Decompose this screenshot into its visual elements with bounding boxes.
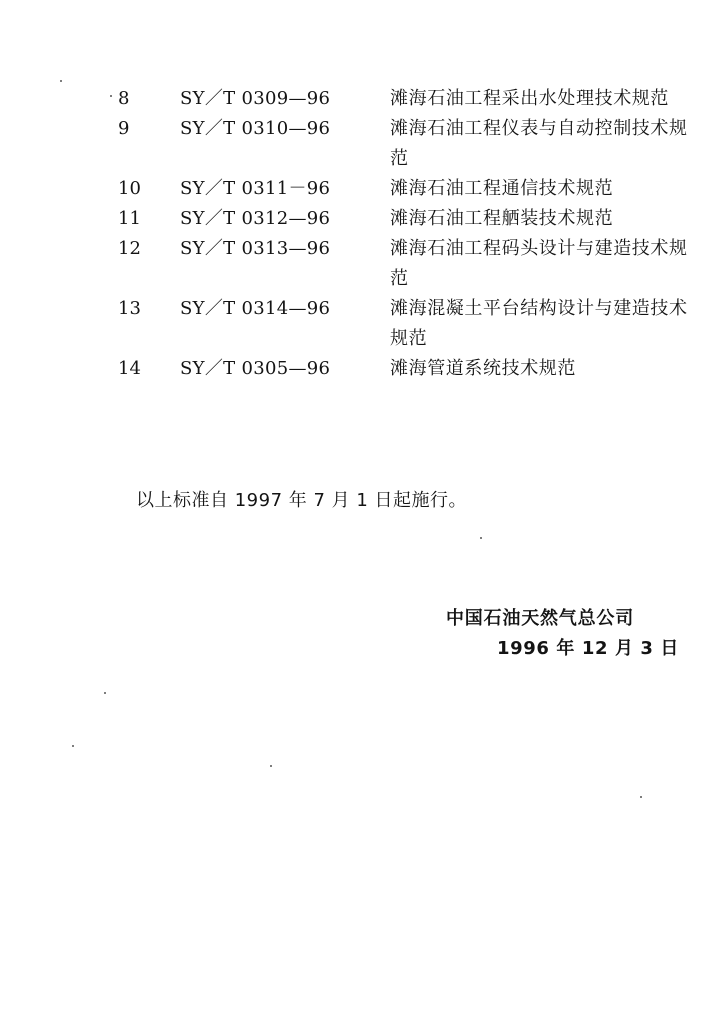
standard-number: 10 bbox=[118, 178, 141, 199]
standard-title: 滩海混凝土平台结构设计与建造技术规范 bbox=[390, 298, 688, 349]
standard-code: SY／T 0311－96 bbox=[180, 178, 331, 199]
standard-row bbox=[0, 114, 724, 174]
issuing-organization: 中国石油天然气总公司 bbox=[446, 608, 634, 629]
standard-code: SY／T 0313—96 bbox=[180, 238, 331, 259]
standard-number: 9 bbox=[118, 118, 130, 139]
standard-title: 滩海石油工程码头设计与建造技术规范 bbox=[390, 238, 688, 289]
standard-title: 滩海管道系统技术规范 bbox=[390, 358, 576, 379]
standard-number: 11 bbox=[118, 208, 141, 229]
issue-date: 1996 年 12 月 3 日 bbox=[497, 638, 680, 659]
standard-code: SY／T 0314—96 bbox=[180, 298, 331, 319]
standard-code: SY／T 0305—96 bbox=[180, 358, 331, 379]
standard-code: SY／T 0310—96 bbox=[180, 118, 331, 139]
scan-speck bbox=[60, 80, 62, 82]
standards-list bbox=[0, 84, 724, 384]
effective-date-note: 以上标准自 1997 年 7 月 1 日起施行。 bbox=[136, 490, 468, 511]
scan-speck bbox=[270, 765, 272, 767]
standard-title: 滩海石油工程仪表与自动控制技术规范 bbox=[390, 118, 688, 169]
standard-row bbox=[0, 174, 724, 204]
standard-number: 14 bbox=[118, 358, 141, 379]
standard-row bbox=[0, 84, 724, 114]
standard-row bbox=[0, 204, 724, 234]
scan-speck bbox=[480, 537, 482, 539]
standard-number: 12 bbox=[118, 238, 141, 259]
standard-code: SY／T 0309—96 bbox=[180, 88, 331, 109]
scan-speck bbox=[110, 95, 112, 97]
scan-speck bbox=[104, 692, 106, 694]
standard-title: 滩海石油工程采出水处理技术规范 bbox=[390, 88, 669, 109]
standard-code: SY／T 0312—96 bbox=[180, 208, 331, 229]
scan-speck bbox=[640, 796, 642, 798]
standard-title: 滩海石油工程通信技术规范 bbox=[390, 178, 614, 199]
standard-title: 滩海石油工程舾装技术规范 bbox=[390, 208, 614, 229]
standard-row bbox=[0, 234, 724, 294]
standard-number: 8 bbox=[118, 88, 130, 109]
standard-row bbox=[0, 294, 724, 354]
scan-speck bbox=[72, 745, 74, 747]
standard-row bbox=[0, 354, 724, 384]
standard-number: 13 bbox=[118, 298, 141, 319]
